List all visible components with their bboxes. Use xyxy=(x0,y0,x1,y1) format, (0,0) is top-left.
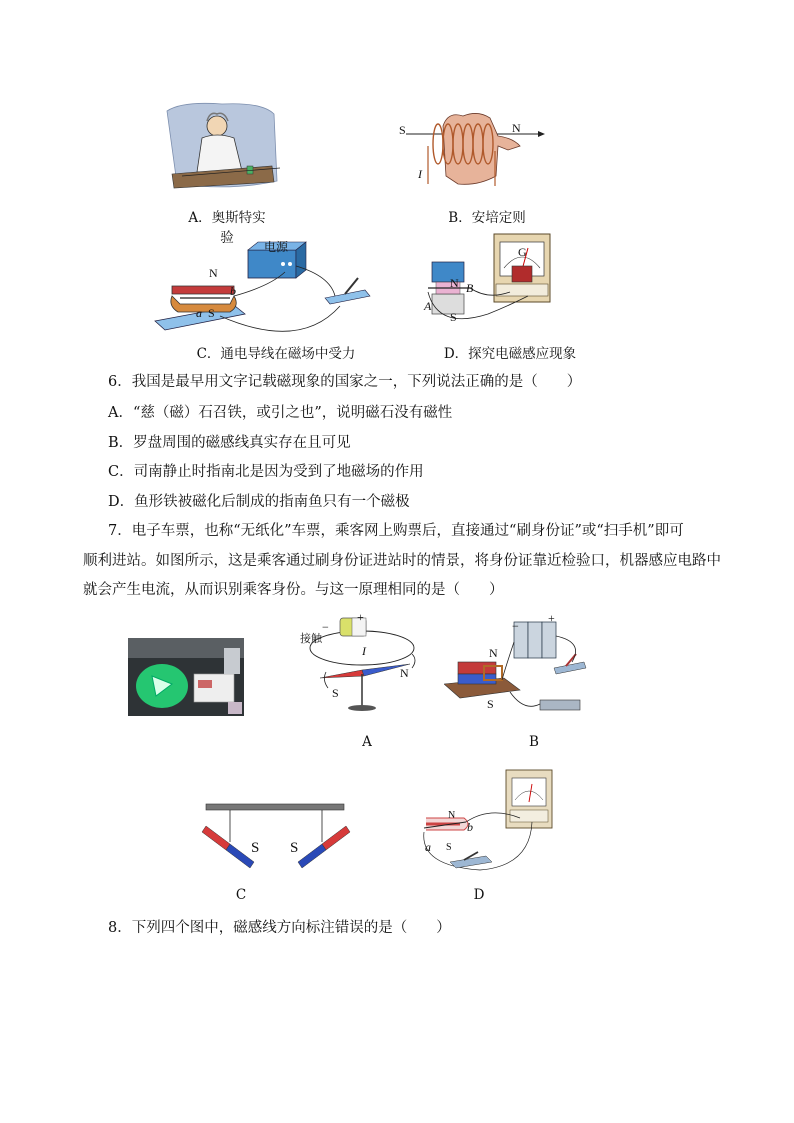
ampere-label-n: N xyxy=(512,121,521,135)
figure-em-induction xyxy=(418,230,558,334)
figure-conductor-force xyxy=(150,236,375,336)
conductor-label-b: b xyxy=(230,284,236,298)
q6-stem: 6．我国是最早用文字记载磁现象的国家之一，下列说法正确的是（ ） xyxy=(108,374,582,390)
q7d-label-b: b xyxy=(467,820,473,834)
induction-label-n: N xyxy=(450,276,459,290)
q8-stem: 8．下列四个图中，磁感线方向标注错误的是（ ） xyxy=(108,920,451,936)
q7c-label-s1: S xyxy=(251,840,260,856)
q7-figure-b-caption: B xyxy=(529,734,539,750)
q7a-plus: + xyxy=(357,610,364,624)
q7a-minus: − xyxy=(322,620,329,634)
galvanometer-label: G xyxy=(518,245,527,259)
q7-figure-d-caption: D xyxy=(473,887,485,903)
q7-stem-line-1: 7．电子车票，也称“无纸化”车票，乘客网上购票后，直接通过“刷身份证”或“扫手机”即可 xyxy=(108,523,684,539)
q7b-label-n: N xyxy=(489,646,498,660)
induction-label-a: A xyxy=(424,299,432,313)
figure-c-caption: C．通电导线在磁场中受力 xyxy=(196,346,356,362)
q7a-contact-label: 接触 xyxy=(300,633,322,645)
figure-b-caption: B．安培定则 xyxy=(448,210,526,226)
figure-d-caption: D．探究电磁感应现象 xyxy=(443,346,577,362)
q7a-label-n: N xyxy=(400,666,409,680)
q7-figure-d xyxy=(420,766,555,878)
q6-option-a: A．“慈（磁）石召铁，或引之也”，说明磁石没有磁性 xyxy=(108,405,453,421)
q7a-label-s: S xyxy=(332,686,339,700)
figure-a-caption: A．奥斯特实验 xyxy=(188,210,266,246)
ampere-label-i: I xyxy=(418,167,422,181)
figure-oersted xyxy=(162,96,282,196)
q7-figure-c-caption: C xyxy=(235,887,247,903)
conductor-label-s: S xyxy=(208,306,215,320)
q7-stem-line-3: 就会产生电流，从而识别乘客身份。与这一原理相同的是（ ） xyxy=(83,582,504,598)
ampere-label-s: S xyxy=(399,123,406,137)
q7b-label-s: S xyxy=(487,697,494,711)
q7d-label-s: S xyxy=(446,842,452,853)
q7-figure-a-caption: A xyxy=(362,734,372,750)
q6-option-c: C．司南静止时指南北是因为受到了地磁场的作用 xyxy=(108,464,424,480)
power-label: 电源 xyxy=(264,240,289,254)
q7-figure-c xyxy=(196,798,356,876)
q7d-label-n: N xyxy=(448,810,456,821)
q7a-label-i: I xyxy=(362,644,366,658)
q6-option-d: D．鱼形铁被磁化后制成的指南鱼只有一个磁极 xyxy=(108,494,410,510)
induction-label-s: S xyxy=(450,310,457,324)
q7b-minus: − xyxy=(512,619,519,633)
conductor-label-a: a xyxy=(196,306,202,320)
q7d-label-a: a xyxy=(425,840,431,854)
conductor-label-n: N xyxy=(209,266,218,280)
q7c-label-s2: S xyxy=(290,840,299,856)
induction-label-b: B xyxy=(466,281,474,295)
q7b-plus: + xyxy=(548,611,555,625)
q7-stem-line-2: 顺利进站。如图所示，这是乘客通过刷身份证进站时的情景，将身份证靠近检验口，机器感应电路中 xyxy=(83,553,721,569)
q6-option-b: B．罗盘周围的磁感线真实存在且可见 xyxy=(108,435,351,451)
q7-figure-a xyxy=(300,608,435,718)
id-card-scan-photo xyxy=(128,638,244,716)
